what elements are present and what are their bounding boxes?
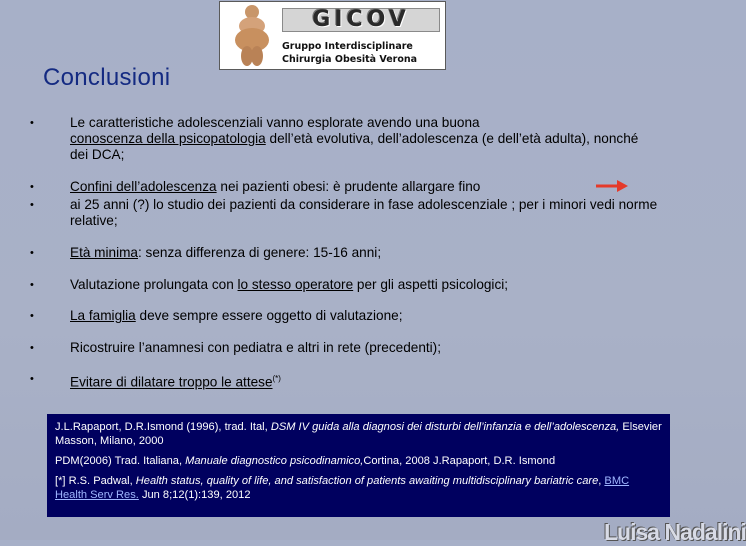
bullet-text: Valutazione prolungata con: [70, 277, 238, 292]
bullet-text: dell’età evolutiva, dell’adolescenza (e dell’età adulta), nonché dei DCA;: [70, 131, 639, 162]
bullet-underlined-text: Età minima: [70, 245, 138, 260]
venus-figurine-icon: [224, 4, 280, 68]
bullet-item: [70, 340, 660, 356]
bullet-dot: •: [30, 279, 34, 291]
logo-subtitle-line1: Gruppo Interdisciplinare: [282, 41, 413, 52]
bullet-underlined-text: Confini dell’adolescenza: [70, 179, 217, 194]
reference-title: Health status, quality of life, and satisfaction of patients awaiting multidisciplinary bariatric care: [135, 475, 599, 487]
bullet-underlined-text: La famiglia: [70, 308, 136, 323]
footnote-marker: (*): [272, 374, 281, 383]
bullet-underlined-text: lo stesso operatore: [237, 277, 354, 292]
bullet-text: Le caratteristiche adolescenziali vanno esplorate avendo una buona: [70, 115, 480, 130]
bullet-text: nei pazienti obesi: è prudente allargare fino: [216, 179, 481, 194]
bullet-dot: •: [30, 199, 34, 211]
logo-brand: GICOV: [282, 8, 440, 32]
reference-item: [55, 420, 662, 448]
reference-separator: ,: [598, 475, 605, 487]
bullet-dot: •: [30, 342, 34, 354]
reference-publisher: Cortina, 2008 J.Rapaport, D.R. Ismond: [363, 455, 556, 467]
logo-subtitle: [282, 40, 442, 66]
reference-authors: J.L.Rapaport, D.R.Ismond (1996), trad. Ital,: [55, 421, 271, 433]
bullet-item: [70, 277, 660, 293]
bullet-text: Ricostruire l’anamnesi con pediatra e altri in rete (precedenti);: [70, 340, 441, 355]
bullet-item: [70, 371, 660, 391]
bullet-underlined-text: conoscenza della psicopatologia: [70, 131, 266, 146]
reference-item: [55, 454, 662, 468]
slide-title: Conclusioni: [43, 64, 171, 91]
bullet-dot: •: [30, 247, 34, 259]
bullet-text: ai 25 anni (?) lo studio dei pazienti da considerare in fase adolescenziale ; per i minori vedi norme relative;: [70, 197, 658, 228]
bullet-underlined-text: Evitare di dilatare troppo le attese: [70, 374, 273, 390]
reference-publisher: Elsevier Masson, Milano, 2000: [55, 421, 662, 447]
bullet-text: : senza differenza di genere: 15-16 anni;: [138, 245, 382, 260]
right-arrow-icon: [595, 179, 629, 193]
bullet-text: deve sempre essere oggetto di valutazione;: [135, 308, 403, 323]
gicov-logo: [219, 1, 446, 70]
bullet-text: per gli aspetti psicologici;: [353, 277, 509, 292]
bullet-item: [70, 245, 660, 261]
references-box: [47, 414, 670, 517]
bullet-dot: •: [30, 310, 34, 322]
bullet-item: [70, 179, 660, 195]
author-watermark: Luisa Nadalini: [604, 519, 746, 545]
reference-date: Jun 8;12(1):139, 2012: [138, 489, 251, 501]
reference-authors: PDM(2006) Trad. Italiana,: [55, 455, 186, 467]
reference-authors: [*] R.S. Padwal,: [55, 475, 136, 487]
reference-title: Manuale diagnostico psicodinamico,: [185, 455, 364, 467]
bullet-dot: •: [30, 117, 34, 129]
bullet-dot: •: [30, 181, 34, 193]
reference-title: DSM IV guida alla diagnosi dei disturbi dell’infanzia e dell’adolescenza,: [270, 421, 620, 433]
bullet-item: [70, 115, 660, 163]
bullet-dot: •: [30, 373, 34, 385]
bullet-item: [70, 308, 660, 324]
reference-item: [55, 474, 662, 502]
journal-link[interactable]: BMC Health Serv Res.: [55, 475, 630, 501]
logo-subtitle-line2: Chirurgia Obesità Verona: [282, 54, 418, 65]
bullet-item: [70, 197, 660, 229]
